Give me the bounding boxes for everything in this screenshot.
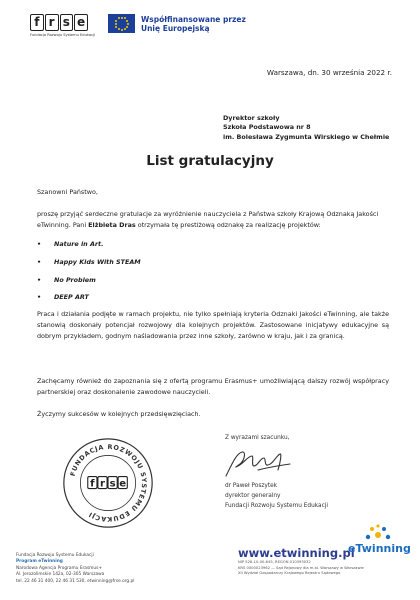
letter-date: Warszawa, dn. 30 września 2022 r. xyxy=(266,68,392,77)
salutation: Szanowni Państwo, xyxy=(37,188,98,196)
etwinning-logo xyxy=(348,523,411,563)
eu-star xyxy=(124,17,126,19)
seal-letter: e xyxy=(119,478,127,490)
intro-text: proszę przyjąć serdeczne gratulacje za wyróżnienie nauczyciela z Państwa szkoły Krajową Odznaką Jakości eTwinning. Pani xyxy=(37,210,379,229)
frse-letter: r xyxy=(45,14,59,31)
paragraph-intro xyxy=(37,209,389,231)
frse-logo xyxy=(30,14,96,37)
recipient-address xyxy=(223,114,389,142)
seal-letter: s xyxy=(109,478,116,490)
paragraph-wishes: Życzymy sukcesów w kolejnych przedsięwzięciach. xyxy=(37,410,201,418)
etwinning-stars-icon xyxy=(348,523,408,543)
footer-agency: Narodowa Agencja Programu Erasmus+ xyxy=(16,565,102,571)
eu-star xyxy=(121,17,123,19)
eu-star xyxy=(126,26,128,28)
frse-seal-stamp xyxy=(62,437,154,529)
footer-registry xyxy=(238,560,364,577)
footer-court: XII Wydział Gospodarczy Krajowego Rejestru Sądowego xyxy=(238,571,341,576)
seal-letter: r xyxy=(99,478,105,490)
etwinning-website-link[interactable]: www.etwinning.pl xyxy=(238,546,355,560)
footer-phone-email: tel. 22 46 31 400, 22 46 31 530, etwinning@frse.org.pl xyxy=(16,578,135,584)
teacher-name: Elżbieta Dras xyxy=(88,221,136,229)
eu-star xyxy=(118,28,120,30)
eu-star xyxy=(121,29,123,31)
recipient-line: Szkoła Podstawowa nr 8 xyxy=(223,123,311,132)
eu-star xyxy=(126,20,128,22)
closing-phrase: Z wyrazami szacunku, xyxy=(225,435,290,441)
project-item: • No Problem xyxy=(54,276,96,284)
page-title: List gratulacyjny xyxy=(146,153,274,169)
eu-line2: Unię Europejską xyxy=(141,23,210,33)
recipient-line: im. Bolesława Zygmunta Wirskiego w Chełmie xyxy=(223,132,390,141)
eu-line1: Współfinansowane przez xyxy=(141,14,246,24)
signer-name: dr Paweł Poszytek xyxy=(225,483,278,489)
project-item: • DEEP ART xyxy=(54,293,89,301)
footer-krs: KRS 0000023962 — Sąd Rejonowy dla m.st. Warszawy w Warszawie xyxy=(238,565,364,570)
footer-contact xyxy=(16,553,134,585)
frse-letter: s xyxy=(60,14,74,31)
eu-star xyxy=(118,17,120,19)
project-item: • Nature in Art. xyxy=(54,240,104,248)
frse-letter: e xyxy=(74,14,88,31)
footer-program: Program eTwinning xyxy=(16,559,63,565)
seal-ring-text: FUNDACJA ROZWOJU SYSTEMU EDUKACJI xyxy=(68,442,149,524)
project-item: • Happy Kids With STEAM xyxy=(54,258,141,266)
intro-text-end: otrzymała tę prestiżową odznakę za realizację projektów: xyxy=(135,221,321,229)
eu-cofinance-text xyxy=(141,15,246,33)
eu-star xyxy=(115,26,117,28)
eu-star xyxy=(115,20,117,22)
footer-org: Fundacja Rozwoju Systemu Edukacji xyxy=(16,553,94,558)
eu-star xyxy=(124,28,126,30)
paragraph-erasmus: Zachęcamy również do zapoznania się z ofertą programu Erasmus+ umożliwiającą dalszy rozwój współpracy partnerskiej oraz doskonalenie zawodowe nauczycieli. xyxy=(37,377,389,396)
eu-star xyxy=(127,23,129,25)
eu-flag-icon xyxy=(108,14,135,33)
handwritten-signature xyxy=(218,446,298,482)
footer-address: Al. Jerozolimskie 142a, 02-305 Warszawa xyxy=(16,572,105,578)
signer-role: dyrektor generalny xyxy=(225,493,281,499)
paragraph-assessment: Praca i działania podjęte w ramach projektu, nie tylko spełniają kryteria Odznaki Jakości eTwinning, ale także stanowią doskonały potencjał rozwojowy dla kolejnych projektów. Zastosowane inicjatywy edukacyjne są dobrym przykładem, godnym naśladowania przez inne szkoły, zarówno w kraju, jak i za granicą. xyxy=(37,310,389,340)
seal-letter: f xyxy=(90,478,95,490)
etwinning-wordmark: eTwinning xyxy=(348,542,411,555)
frse-letter: f xyxy=(30,14,44,31)
recipient-line: Dyrektor szkoły xyxy=(223,114,280,122)
eu-star xyxy=(115,23,117,25)
footer-nip: NIP 526-10-00-645, REGON 010393032 xyxy=(238,560,311,564)
frse-subtitle: Fundacja Rozwoju Systemu Edukacji xyxy=(30,33,96,37)
signer-organization: Fundacji Rozwoju Systemu Edukacji xyxy=(225,503,328,509)
eu-logo xyxy=(108,14,246,33)
